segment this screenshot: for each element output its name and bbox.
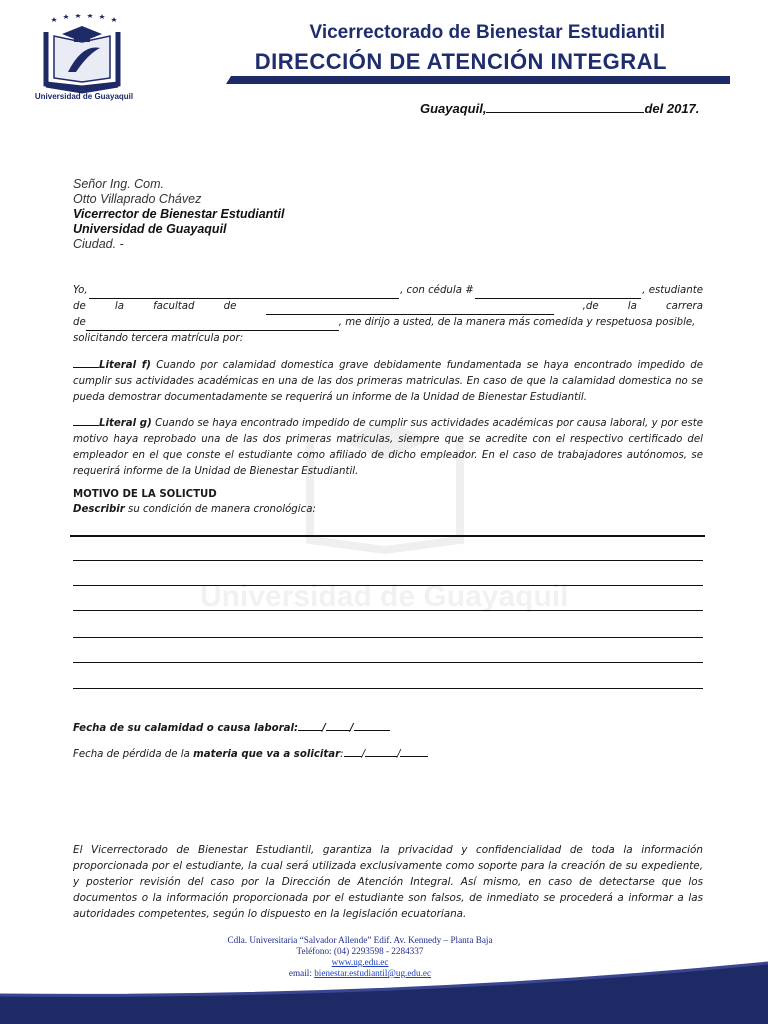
word-de-3: ,de <box>582 301 599 312</box>
fecha-calamidad-line <box>73 719 703 737</box>
place-suffix: del 2017. <box>644 101 700 116</box>
calamidad-year-blank[interactable] <box>354 719 390 731</box>
motivo-line-5[interactable] <box>73 637 703 638</box>
solicitando-text: solicitando tercera matrícula por: <box>73 333 244 344</box>
name-blank[interactable] <box>89 287 399 299</box>
perdida-day-blank[interactable] <box>344 745 362 757</box>
header-bar <box>226 76 730 84</box>
fecha-perdida-line <box>73 745 703 763</box>
university-logo <box>32 14 132 104</box>
request-line-3 <box>73 315 703 331</box>
fecha-calamidad-label: Fecha de su calamidad o causa laboral: <box>73 723 299 734</box>
privacy-paragraph: El Vicerrectorado de Bienestar Estudiantil, garantiza la privacidad y confidencialidad de toda la información proporcionada por el estudiante, la cual será utilizada exclusivamente como soporte para la creación de su expediente, y posterior revisión del caso por la Dirección de Atención Integral. Así mismo, en caso de detectarse que los documentos o la información proporcionada por el estudiante son falsos, de inmediato se procederá a informar a las autoridades competentes, según lo dispuesto en la legislación ecuatoriana. <box>73 844 703 920</box>
header-title-vicerrectorado: Vicerrectorado de Bienestar Estudiantil <box>309 22 665 43</box>
literal-f-text: Cuando por calamidad domestica grave debidamente fundamentada se haya encontrado impedido de cumplir sus actividades académicas en una de las dos primeras matriculas. En caso de que la calamidad domestica no se pueda demostrar documentadamente se requerirá un informe de la Unidad de Bienestar Estudiantil. <box>73 360 703 403</box>
logo-caption: Universidad de Guayaquil <box>34 92 134 101</box>
estudiante-label: , estudiante <box>642 285 703 296</box>
motivo-line-4[interactable] <box>73 610 703 611</box>
carrera-blank[interactable] <box>86 319 339 331</box>
word-de-4: de <box>73 317 86 328</box>
literal-g-label: Literal g) <box>99 418 152 429</box>
motivo-title: MOTIVO DE LA SOLICTUD <box>73 489 217 500</box>
motivo-line-7[interactable] <box>73 688 703 689</box>
addressee-line-2: Otto Villaprado Chávez <box>73 192 202 206</box>
word-de-2: de <box>223 301 237 312</box>
literal-f-check-blank[interactable] <box>73 356 99 368</box>
footer-web-link[interactable]: www.ug.edu.ec <box>331 957 389 967</box>
literal-f-paragraph <box>73 356 703 406</box>
yo-label: Yo, <box>73 285 88 296</box>
slash: / <box>397 749 401 760</box>
request-line-1 <box>73 283 703 299</box>
place-prefix: Guayaquil, <box>420 101 487 116</box>
colon: : <box>340 749 344 760</box>
perdida-month-blank[interactable] <box>365 745 397 757</box>
facultad-blank[interactable] <box>266 303 554 315</box>
literal-g-check-blank[interactable] <box>73 414 99 426</box>
dirijo-text: , me dirijo a usted, de la manera más comedida y respetuosa posible, <box>338 317 696 328</box>
footer-wave <box>0 955 768 1024</box>
addressee-line-3: Vicerrector de Bienestar Estudiantil <box>73 207 285 221</box>
calamidad-month-blank[interactable] <box>326 719 350 731</box>
word-facultad: facultad <box>153 301 195 312</box>
slash: / <box>322 723 326 734</box>
word-la-2: la <box>627 301 637 312</box>
slash: / <box>361 749 366 760</box>
watermark-text: Universidad de Guayaquil <box>200 580 569 613</box>
fecha-perdida-prefix: Fecha de pérdida de la <box>73 749 190 760</box>
cedula-blank[interactable] <box>475 287 641 299</box>
request-line-2 <box>73 299 703 315</box>
date-blank[interactable] <box>486 101 644 113</box>
motivo-line-1[interactable] <box>70 535 705 537</box>
describir-line <box>73 502 703 518</box>
footer-email-link[interactable]: bienestar.estudiantil@ug.edu.ec <box>314 968 432 978</box>
motivo-line-6[interactable] <box>73 662 703 663</box>
addressee-line-1: Señor Ing. Com. <box>73 177 165 191</box>
slash: / <box>349 723 354 734</box>
footer-address: Cdla. Universitaria “Salvador Allende” Edif. Av. Kennedy – Planta Baja <box>227 935 493 945</box>
addressee-line-4: Universidad de Guayaquil <box>73 222 227 236</box>
literal-f-label: Literal f) <box>99 360 151 371</box>
addressee-line-5: Ciudad. - <box>73 237 124 251</box>
place-date-line <box>420 101 699 116</box>
perdida-year-blank[interactable] <box>400 745 428 757</box>
literal-g-paragraph <box>73 414 703 480</box>
word-la: la <box>114 301 124 312</box>
email-label: email: <box>288 968 312 978</box>
footer-phone: Teléfono: (04) 2293598 - 2284337 <box>296 946 424 956</box>
describir-rest: su condición de manera cronológica: <box>128 504 316 515</box>
calamidad-day-blank[interactable] <box>298 719 322 731</box>
word-carrera: carrera <box>666 301 703 312</box>
cedula-label: , con cédula # <box>400 285 474 296</box>
fecha-perdida-bold: materia que va a solicitar <box>193 749 341 760</box>
header-title-direccion: DIRECCIÓN DE ATENCIÓN INTEGRAL <box>254 49 667 74</box>
word-de: de <box>73 301 86 312</box>
describir-label: Describir <box>73 504 125 515</box>
literal-g-text: Cuando se haya encontrado impedido de cumplir sus actividades académicas por causa laboral, y por este motivo haya reprobado una de las dos primeras matriculas, siempre que se acredite con el respectivo certificado del empleador en el que conste el estudiante como afiliado de dicho empleador. En el caso de trabajadores autónomos, se requerirá informe de la Unidad de Bienestar Estudiantil. <box>73 418 703 477</box>
motivo-line-3[interactable] <box>73 585 703 586</box>
motivo-line-2[interactable] <box>73 560 703 561</box>
